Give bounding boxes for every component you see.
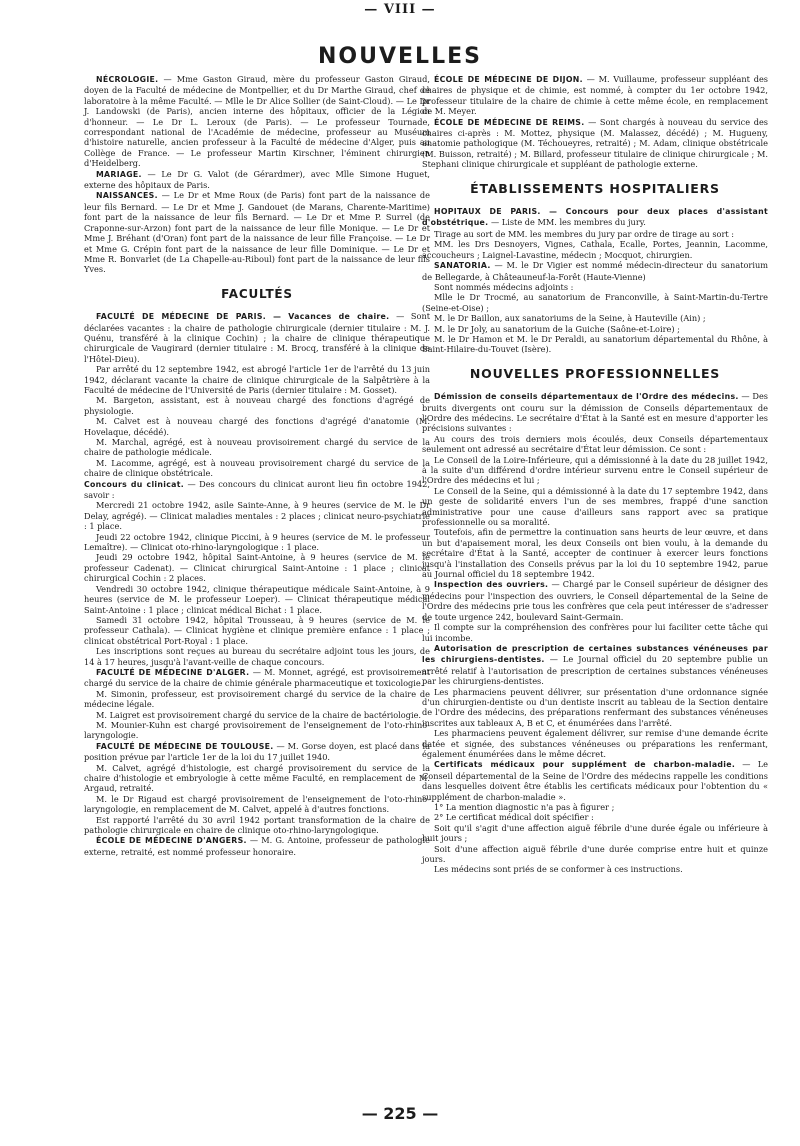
alger-p3: M. Laigret est provisoirement chargé du service de la chaire de bactériologie. (96, 709, 422, 720)
certificats-p6: Les médecins sont priés de se conformer à ces instructions. (434, 864, 683, 875)
sanatoria-p6: M. le Dr Hamon et M. le Dr Peraldi, au sanatorium départemental du Rhône, à Saint-Hilaire-du-Touvet (Isère). (422, 333, 768, 355)
clinicat-lead: Concours du clinicat. (84, 479, 184, 489)
alger-paragraph (84, 667, 430, 689)
naissances-text: — Le Dr et Mme Roux (de Paris) font part de la naissance de leur fils Bernard. — Le Dr et Mme J. Gandouet (de Marans, Charente-Maritime) font part de la naissance de leur fils Bernard. — Le Dr et Mme P. Surrel (de Craponne-sur-Arzon) font part de la naissance de leur fille Monique. — Le Dr et Mme J. Bréhant (d'Oran) font part de la naissance de leur fille Françoise. — Le Dr et Mme G. Crépin font part de la naissance de leur fille Dominique. — Le Dr et Mme R. Bonvarlet (de La Chapelle-au-Riboul) font part de la naissance de leur fils Yves. (84, 190, 430, 275)
page-number: — 225 — (361, 1104, 439, 1123)
inspection-lead: Inspection des ouvriers. (434, 580, 549, 590)
hopitaux-text: — Liste de MM. les membres du jury. (488, 217, 646, 228)
sanatoria-p4: M. le Dr Baillon, aux sanatoriums de la Seine, à Hauteville (Ain) ; (434, 313, 706, 324)
hopitaux-p2: Tirage au sort de MM. les membres du jury par ordre de tirage au sort : (434, 228, 735, 239)
toulouse-p3: M. le Dr Rigaud est chargé provisoirement de l'enseignement de l'oto-rhino-laryngologie, en remplacement de M. Calvet, appelé à d'autres fonctions. (84, 793, 430, 815)
right-column (422, 74, 768, 875)
demission-lead: Démission de conseils départementaux de l'Ordre des médecins. (434, 392, 739, 402)
sanatoria-text: — M. le Dr Vigier est nommé médecin-directeur du sanatorium de Bellegarde, à Châteauneuf-la-Forêt (Haute-Vienne) (422, 260, 768, 282)
certificats-lead: Certificats médicaux pour supplément de charbon-maladie. (434, 760, 736, 770)
certificats-p2: 1° La mention diagnostic n'a pas à figurer ; (434, 802, 615, 812)
demission-p3: Le Conseil de la Loire-Inférieure, qui a démissionné à la date du 28 juillet 1942, à la suite d'un différend d'ordre intérieur survenu entre le Conseil supérieur de l'Ordre des médecins et lui ; (422, 454, 768, 486)
professionnelles-heading: NOUVELLES PROFESSIONNELLES (469, 365, 721, 381)
paris-p3: M. Bargeton, assistant, est à nouveau chargé des fonctions d'agrégé de physiologie. (84, 395, 430, 416)
sanatoria-paragraph (422, 260, 768, 282)
toulouse-lead: FACULTÉ DE MÉDECINE DE TOULOUSE. (96, 741, 274, 751)
page-title: NOUVELLES (318, 44, 482, 69)
certificats-p3: 2° Le certificat médical doit spécifier : (434, 812, 594, 823)
necrologie-text: — Mme Gaston Giraud, mère du professeur Gaston Giraud, doyen de la Faculté de médecine de Montpellier, et du Dr Marthe Giraud, chef de laboratoire à la même Faculté. — Mlle le Dr Alice Sollier (de Saint-Cloud). — Le Dr J. Landowski (de Paris), ancien interne des hôpitaux, officier de la Légion d'honneur. — Le Dr L. Leroux (de Paris). — Le professeur Tournade, correspondant national de l'Académie de médecine, professeur au Muséum d'histoire naturelle, ancien professeur à la Faculté de médecine d'Alger, puis au Collège de France. — Le professeur Martin Kirschner, l'éminent chirurgien d'Heidelberg. (84, 74, 430, 169)
angers-paragraph (84, 835, 430, 857)
clinicat-d1: Mercredi 21 octobre 1942, asile Sainte-Anne, à 9 heures (service de M. le Dr Delay, agrégé). — Clinicat maladies mentales : 2 places ; clinicat neuro-psychiatrie : 1 place. (84, 500, 430, 532)
toulouse-p2: M. Calvet, agrégé d'histologie, est chargé provisoirement du service de la chaire d'histologie et embryologie à cette même Faculté, en remplacement de M. Argaud, retraité. (84, 762, 430, 794)
paris-p5: M. Marchal, agrégé, est à nouveau provisoirement chargé du service de la chaire de pathologie médicale. (84, 437, 430, 458)
dijon-lead: ÉCOLE DE MÉDECINE DE DIJON. (434, 75, 583, 84)
alger-p4: M. Mounier-Kuhn est chargé provisoirement de l'enseignement de l'oto-rhino-laryngologie. (84, 719, 430, 741)
autorisation-lead: Autorisation de prescription de certaines substances vénéneuses par les chirurgiens-dentistes. (422, 643, 768, 665)
sanatoria-p2: Sont nommés médecins adjoints : (434, 281, 574, 292)
necrologie-paragraph (84, 74, 430, 169)
paris-p2: Par arrêté du 12 septembre 1942, est abrogé l'article 1er de l'arrêté du 13 juin 1942, déclarant vacante la chaire de clinique chirurgicale de la Salpêtrière à la Faculté de médecine de l'Université de Paris (dernier titulaire : M. Gosset). (84, 364, 430, 395)
facultes-heading: FACULTÉS (221, 286, 293, 301)
paris-lead: FACULTÉ DE MÉDECINE DE PARIS. — Vacances de chaire. (96, 312, 390, 322)
naissances-paragraph (84, 190, 430, 274)
clinicat-d3: Jeudi 29 octobre 1942, hôpital Saint-Antoine, à 9 heures (service de M. le professeur Cadenat). — Clinicat chirurgical Saint-Antoine : 1 place ; clinicat chirurgical Cochin : 2 places. (84, 552, 430, 584)
angers-text: — M. G. Antoine, professeur de pathologie externe, retraité, est nommé professeur honoraire. (84, 835, 430, 857)
alger-p2: M. Simonin, professeur, est provisoirement chargé du service de la chaire de médecine légale. (84, 688, 430, 710)
autorisation-text: — Le Journal officiel du 20 septembre publie un arrêté relatif à l'autorisation de prescription de certaines substances vénéneuses par les chirurgiens-dentistes. (422, 654, 768, 687)
certificats-text: — Le Conseil départemental de la Seine de l'Ordre des médecins rappelle les conditions dans lesquelles doivent être établis les certificats médicaux pour l'obtention du « supplément de charbon-maladie ». (422, 759, 768, 802)
clinicat-d5: Samedi 31 octobre 1942, hôpital Trousseau, à 9 heures (service de M. le professeur Cathala). — Clinicat hygiène et clinique première enfance : 1 place ; clinicat obstétrical Port-Royal : 1 place. (84, 614, 430, 646)
sanatoria-p5: M. le Dr Joly, au sanatorium de la Guiche (Saône-et-Loire) ; (434, 323, 680, 334)
demission-text: — Des bruits divergents ont couru sur la démission de Conseils départementaux de l'Ordre des médecins. Le secrétaire d'État à la Santé est en mesure d'apporter les précisions suivantes : (422, 391, 768, 434)
hopitaux-paragraph (422, 206, 768, 229)
clinicat-d2: Jeudi 22 octobre 1942, clinique Piccini, à 9 heures (service de M. le professeur Lemaître). — Clinicat oto-rhino-laryngologique : 1 place. (84, 531, 430, 553)
left-column (84, 74, 430, 857)
autorisation-p2: Les pharmaciens peuvent délivrer, sur présentation d'une ordonnance signée d'un chirurgien-dentiste ou d'un dentiste inscrit au tableau de la Section dentaire de l'Ordre des médecins, des préparations renfermant des substances vénéneuses inscrites aux tableaux A, B et C, et énumérées dans l'arrêté. (422, 686, 768, 728)
necrologie-lead: NÉCROLOGIE. (96, 75, 159, 84)
sanatoria-lead: SANATORIA. (434, 261, 491, 271)
certificats-p4: Soit qu'il s'agit d'une affection aiguë fébrile d'une durée égale ou inférieure à huit jours ; (422, 822, 768, 844)
inspection-text: — Chargé par le Conseil supérieur de désigner des médecins pour l'inspection des ouvriers, le Conseil départemental de la Seine de l'Ordre des médecins prie tous les confrères que cela peut intéresser de s'adresser de toute urgence 242, boulevard Saint-Germain. (422, 579, 768, 622)
toulouse-paragraph (84, 741, 430, 763)
autorisation-p3: Les pharmaciens peuvent également délivrer, sur remise d'une demande écrite datée et signée, des substances vénéneuses ou préparations les renfermant, également énumérées dans le même décret. (422, 728, 768, 759)
paris-p6: M. Lacomme, agrégé, est à nouveau provisoirement chargé du service de la chaire de clinique obstétricale. (84, 457, 430, 479)
reims-paragraph (422, 117, 768, 170)
mariage-text: — Le Dr G. Valot (de Gérardmer), avec Mlle Simone Huguet, externe des hôpitaux de Paris. (84, 168, 430, 191)
hopitaux-lead: HOPITAUX DE PARIS. — Concours pour deux places d'assistant d'obstétrique. (422, 207, 768, 228)
clinicat-text: — Des concours du clinicat auront lieu fin octobre 1942, savoir : (84, 478, 430, 501)
certificats-p5: Soit d'une affection aiguë fébrile d'une durée comprise entre huit et quinze jours. (422, 843, 768, 865)
angers-lead: ÉCOLE DE MÉDECINE D'ANGERS. (96, 836, 247, 846)
demission-paragraph (422, 391, 768, 434)
clinicat-paragraph (84, 479, 430, 501)
etablissements-heading: ÉTABLISSEMENTS HOSPITALIERS (470, 180, 720, 196)
inspection-paragraph (422, 579, 768, 622)
dijon-paragraph (422, 74, 768, 117)
mariage-paragraph (84, 169, 430, 191)
demission-p4: Le Conseil de la Seine, qui a démissionné à la date du 17 septembre 1942, dans un geste de solidarité envers l'un de ses membres, frappé d'une sanction administrative pour une cause d'ailleurs sans rapport avec sa pratique professionnelle ou sa moralité. (422, 485, 768, 528)
autorisation-paragraph (422, 643, 768, 687)
clinicat-d4: Vendredi 30 octobre 1942, clinique thérapeutique médicale Saint-Antoine, à 9 heures (service de M. le professeur Loeper). — Clinicat thérapeutique médical Saint-Antoine : 1 place ; clinicat médical Bichat : 1 place. (84, 583, 430, 615)
hopitaux-p3: MM. les Drs Desnoyers, Vignes, Cathala, Ecalle, Portes, Jeannin, Lacomme, accoucheurs ; Laignel-Lavastine, médecin ; Mocquot, chirurgien. (422, 239, 768, 260)
running-header: — VIII — (364, 2, 436, 17)
inspection-p2: Il compte sur la compréhension des confrères pour lui faciliter cette tâche qui lui incombe. (422, 622, 768, 643)
clinicat-d6: Les inscriptions sont reçues au bureau du secrétaire adjoint tous les jours, de 14 à 17 heures, jusqu'à l'avant-veille de chaque concours. (84, 646, 430, 667)
toulouse-p4: Est rapporté l'arrêté du 30 avril 1942 portant transformation de la chaire de pathologie chirurgicale en chaire de clinique oto-rhino-laryngologique. (84, 814, 430, 836)
toulouse-text: — M. Gorse doyen, est placé dans la position prévue par l'article 1er de la loi du 17 juillet 1940. (84, 740, 430, 763)
mariage-lead: MARIAGE. (96, 169, 142, 179)
dijon-text: — M. Vuillaume, professeur suppléant des chaires de physique et de chimie, est nommé, à compter du 1er octobre 1942, professeur titulaire de la chaire de chimie à cette même école, en remplacement de M. Meyer. (422, 74, 768, 117)
paris-p4: M. Calvet est à nouveau chargé des fonctions d'agrégé d'anatomie (M. Hovelaque, décédé). (84, 416, 430, 437)
paris-paragraph (84, 311, 430, 364)
demission-p5: Toutefois, afin de permettre la continuation sans heurts de leur œuvre, et dans un but d'apaisement moral, les deux Conseils ont bien voulu, à la demande du secrétaire d'État à la Santé, accepter de continuer à exercer leurs fonctions jusqu'à l'installation des Conseils prévus par la loi du 10 septembre 1942, parue au Journal officiel du 18 septembre 1942. (422, 527, 768, 580)
reims-lead: ÉCOLE DE MÉDECINE DE REIMS. (434, 117, 585, 127)
reims-text: — Sont chargés à nouveau du service des chaires ci-après : M. Mottez, physique (M. Malassez, décédé) ; M. Hugueny, anatomie pathologique (M. Téchoueyres, retraité) ; M. Adam, clinique obstétricale (M. Buisson, retraité) ; M. Billard, professeur titulaire de clinique chirurgicale ; M. Stephani clinique chirurgicale et suppléant de pathologie externe. (422, 116, 768, 170)
alger-text: — M. Monnet, agrégé, est provisoirement chargé du service de la chaire de chimie générale pharmaceutique et toxicologie. (84, 666, 430, 689)
certificats-paragraph (422, 759, 768, 802)
demission-p2: Au cours des trois derniers mois écoulés, deux Conseils départementaux seulement ont adressé au secrétaire d'État leur démission. Ce sont : (422, 433, 768, 455)
alger-lead: FACULTÉ DE MÉDECINE D'ALGER. (96, 667, 250, 677)
sanatoria-p3: Mlle le Dr Trocmé, au sanatorium de Franconville, à Saint-Martin-du-Tertre (Seine-et-Oise) ; (422, 292, 768, 313)
naissances-lead: NAISSANCES. (96, 191, 158, 201)
paris-text: — Sont déclarées vacantes : la chaire de pathologie chirurgicale (dernier titulaire : M. J. Quénu, transféré à la clinique Cochin) ; la chaire de clinique thérapeutique chirurgicale de Vaugirard (dernier titulaire : M. Brocq, transféré à la clinique de l'Hôtel-Dieu). (84, 311, 431, 364)
